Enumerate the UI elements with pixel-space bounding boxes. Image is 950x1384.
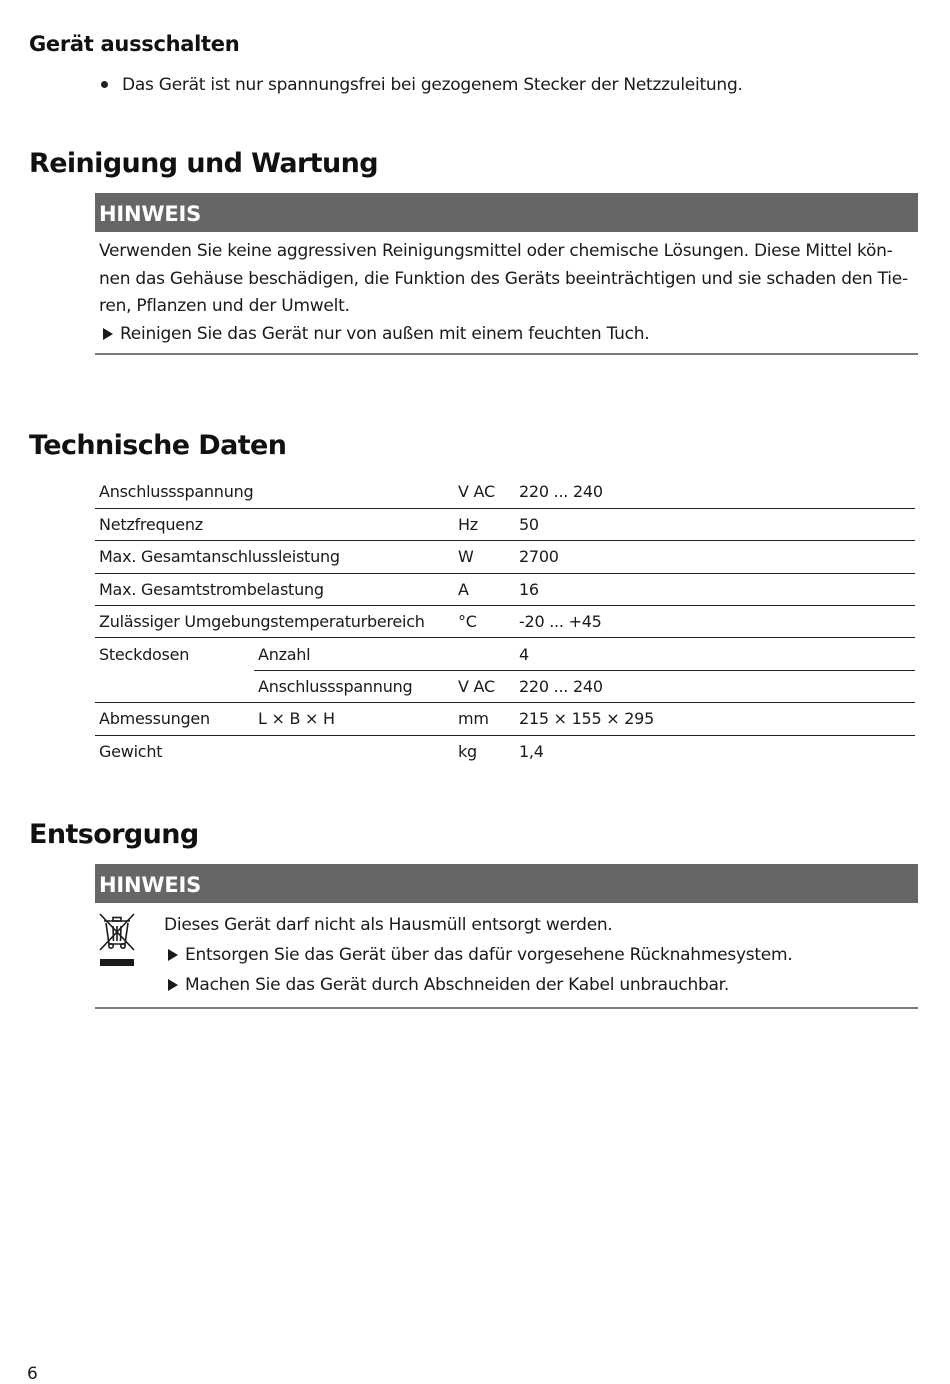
row-value: 220 ... 240 [515, 476, 915, 508]
table-row [95, 670, 915, 702]
disposal-text: Dieses Gerät darf nicht als Hausmüll entsorgt werden. [164, 915, 613, 935]
row-unit: A [454, 573, 515, 605]
row-value: 1,4 [519, 742, 544, 762]
row-sublabel: Anzahl [254, 638, 454, 670]
row-label: Abmessungen [95, 703, 254, 735]
table-row [95, 606, 915, 638]
row-unit: mm [454, 703, 515, 735]
row-value: -20 ... +45 [515, 606, 915, 638]
divider [95, 1007, 918, 1009]
row-value: 2700 [515, 541, 915, 573]
row-unit: V AC [454, 670, 515, 702]
table-row [95, 508, 915, 540]
row-sublabel: Anschlussspannung [254, 670, 454, 702]
row-label: Steckdosen [99, 644, 190, 664]
row-unit [454, 638, 515, 670]
weee-crossed-bin-icon [98, 912, 136, 968]
section-heading-disposal: Entsorgung [29, 819, 199, 850]
table-row [95, 541, 915, 573]
instruction-text: Reinigen Sie das Gerät nur von außen mit einem feuchten Tuch. [120, 324, 650, 344]
notice-bar: HINWEIS [95, 193, 918, 232]
row-value: 4 [515, 638, 915, 670]
instruction-item [168, 942, 792, 970]
row-unit: kg [458, 742, 477, 762]
row-label: Netzfrequenz [95, 508, 454, 540]
row-unit: V AC [454, 476, 515, 508]
page-number: 6 [27, 1364, 38, 1384]
divider [95, 353, 918, 355]
arrow-right-icon [168, 979, 178, 991]
notice-text: Verwenden Sie keine aggressiven Reinigungsmittel oder chemische Lösungen. Diese Mittel können das Gehäuse beschädigen, die Funktion des Geräts beeinträchtigen und sie schaden den Tieren, Pflanzen und der Umwelt. [99, 241, 909, 316]
section-heading-tech-data: Technische Daten [29, 430, 287, 461]
instruction-item [168, 972, 729, 1000]
row-label: Max. Gesamtstrombelastung [95, 573, 454, 605]
notice-bar: HINWEIS [95, 864, 918, 903]
row-label: Gewicht [99, 742, 163, 762]
table-row [95, 573, 915, 605]
table-row [95, 703, 915, 735]
row-value: 16 [515, 573, 915, 605]
row-unit: W [454, 541, 515, 573]
table-row [95, 638, 915, 670]
instruction-text: Machen Sie das Gerät durch Abschneiden der Kabel unbrauchbar. [185, 975, 730, 995]
row-value: 215 × 155 × 295 [515, 703, 915, 735]
row-label: Max. Gesamtanschlussleistung [95, 541, 454, 573]
bullet-text: Das Gerät ist nur spannungsfrei bei gezogenem Stecker der Netzzuleitung. [122, 75, 743, 95]
row-unit: °C [454, 606, 515, 638]
bullet-dot-icon [101, 81, 108, 88]
row-unit: Hz [454, 508, 515, 540]
row-value: 220 ... 240 [515, 670, 915, 702]
section-heading-switch-off: Gerät ausschalten [29, 32, 240, 56]
arrow-right-icon [103, 328, 113, 340]
instruction-text: Entsorgen Sie das Gerät über das dafür vorgesehene Rücknahmesystem. [185, 945, 793, 965]
bullet-item [98, 72, 743, 100]
row-label: Zulässiger Umgebungstemperaturbereich [95, 606, 454, 638]
table-row [95, 476, 915, 508]
row-value: 50 [515, 508, 915, 540]
arrow-right-icon [168, 949, 178, 961]
section-heading-cleaning: Reinigung und Wartung [29, 148, 378, 179]
tech-data-table [95, 476, 915, 768]
table-row [95, 735, 915, 767]
row-label: Anschlussspannung [95, 476, 454, 508]
row-label [95, 670, 254, 702]
row-sublabel: L × B × H [254, 703, 454, 735]
instruction-item [103, 321, 649, 349]
